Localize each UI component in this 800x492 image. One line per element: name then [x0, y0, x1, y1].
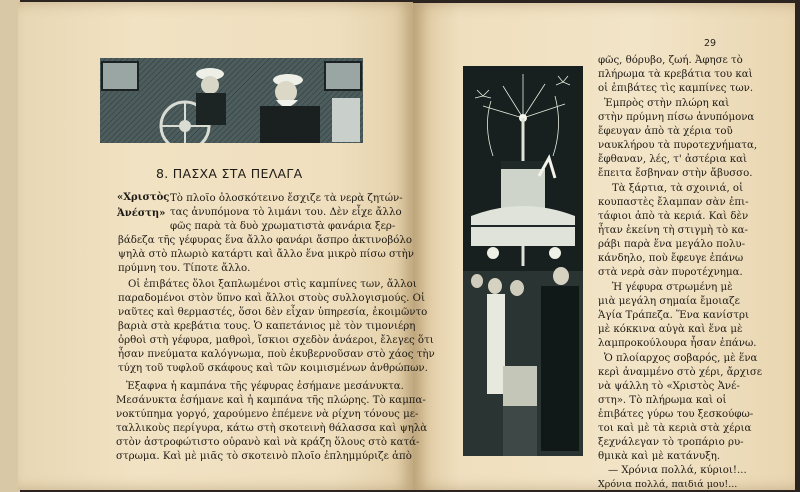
text-line: ἔφθαναν, λές, τ' ἀστέρια καὶ [598, 154, 748, 165]
text-line: ράβι παρὰ ἕνα μεγάλο πολυ- [598, 239, 746, 250]
text-line: νὰ ψάλλη τὸ «Χριστὸς Ἀνέ- [598, 381, 740, 392]
text-line: Οἱ ἐπιβάτες ὅλοι ξαπλωμένοι στὶς καμπίνες των, ἄλλοι [128, 279, 417, 290]
text-line: τοι καὶ μὲ τὰ κεριὰ στὰ χέρια [598, 423, 752, 434]
text-line: παραδομένοι στὸν ὕπνο καὶ ἄλλοι στοὺς συλλογισμούς. Οἱ [118, 293, 425, 304]
text-line: ἔφευγαν ἀπὸ τὰ χέρια τοῦ [598, 126, 733, 137]
text-line: Τὸ πλοῖο ὁλοσκότεινο ἔσχιζε τὰ νερὰ ζητών- [170, 193, 403, 204]
margin-note [117, 190, 169, 222]
text-line: Χρόνια πολλά, παιδιά μου!... [598, 479, 738, 490]
text-line: κερὶ ἀναμμένο στὸ χέρι, ἄρχισε [598, 367, 763, 378]
text-line: κουπαστὲς ἔλαμπαν σὰν ἐπι- [598, 197, 749, 208]
text-line: οἱ ἐπιβάτες τὶς καμπίνες των. [598, 83, 754, 94]
text-line: Ἐμπρὸς στὴν πλώρη καὶ [604, 98, 730, 109]
text-line: τάφιοι ἀπὸ τὰ κεριά. Καὶ δὲν [598, 211, 749, 222]
text-line: λαμπροκούλουρα ἦσαν ἐπάνω. [598, 338, 757, 349]
text-line: πρύμνη του. Τίποτε ἄλλο. [118, 263, 251, 274]
text-line: Τὰ ξάρτια, τὰ σχοινιά, οἱ [612, 183, 744, 194]
text-line: ἦσαν πνεύματα καλόγνωμα, ποὺ ἐκυβερνοῦσαν στὸ χάος τὴν [118, 349, 435, 360]
text-line: ξεχνάλεγαν τὸ τροπάριο ρυ- [598, 437, 744, 448]
text-line: — Χρόνια πολλά, κύριοι!... [608, 465, 747, 476]
text-line: ἦταν ἐκείνη τὴ στιγμὴ τὸ κα- [598, 225, 749, 236]
text-line: τας ἀνυπόμονα τὸ λιμάνι του. Δὲν εἶχε ἄλλο [170, 207, 402, 218]
text-line: Ἁγία Τράπεζα. Ἕνα κανίστρι [598, 310, 749, 321]
text-line: Ἡ γέφυρα στρωμένη μὲ [612, 282, 733, 293]
text-line: κάνδηλο, ποὺ ἔφευγε ἐπάνω [598, 253, 744, 264]
margin-note-line-2: Ἀνέστη» [117, 208, 166, 219]
text-line: μιὰ μεγάλη σημαία ἔμοιαζε [598, 296, 740, 307]
text-line: πλήρωμα τὰ κρεβάτια του καὶ [598, 69, 753, 80]
text-line: φῶς παρὰ τὰ δυὸ χρωματιστὰ φανάρια ξερ- [170, 221, 396, 232]
chapter-title: 8. ΠΑΣΧΑ ΣΤΑ ΠΕΛΑΓΑ [156, 166, 303, 181]
text-line: φῶς, θόρυβο, ζωή. Ἀφησε τὸ [598, 55, 743, 66]
text-line: ἐπιβάτες γύρω του ξεσκούφω- [598, 409, 754, 420]
text-line: στὰ νερὰ σὰν πυροτέχνημα. [598, 267, 743, 278]
text-line: στη». Τὸ πλήρωμα καὶ οἱ [598, 395, 727, 406]
text-line: μὲ κόκκινα αὐγὰ καὶ ἕνα μὲ [598, 324, 743, 335]
ship-fireworks-easter-illustration [463, 66, 583, 456]
book-cover-edge [0, 0, 20, 492]
captain-and-helmsman-illustration [100, 58, 363, 143]
text-line: Ὁ πλοίαρχος σοβαρός, μὲ ἕνα [604, 353, 758, 364]
text-line: νοκτύπημα γοργό, χαρούμενο ἐπέμενε νὰ ρίχνη τόνους με- [116, 409, 419, 420]
text-line: τύχη τοῦ τυφλοῦ σκάφους καὶ τῶν κοιμισμένων ἀνθρώπων. [118, 363, 428, 374]
text-line: βαριὰ στὰ κρεβάτια τους. Ὁ καπετάνιος μὲ τὸν τιμονιέρη [118, 321, 416, 332]
text-line: στὴν πρύμνη πίσω ἀνυπόμονα [598, 112, 755, 123]
page-number: 29 [704, 38, 717, 49]
margin-note-line-1: «Χριστὸς [117, 192, 170, 203]
text-line: θμικὰ καὶ μὲ κατάνυξη. [598, 451, 721, 462]
text-line: ναυκλήρου τὰ πυροτεχνήματα, [598, 140, 758, 151]
text-line: ἔπειτα ἔσβηναν στὴν ἄβυσσο. [598, 168, 753, 179]
text-line: στρωμα. Καὶ μὲ μιᾶς τὸ σκοτεινὸ πλοῖο ἐπλημμύριζε ἀπὸ [116, 451, 412, 462]
text-line: στὸν ἀστροφώτιστο οὐρανὸ καὶ νὰ κράζη ὅλους στὸ κατά- [116, 437, 420, 448]
text-line: ταλλικοὺς περίγυρα, κάτω στὴ σκοτεινὴ θάλασσα καὶ ψηλὰ [116, 423, 428, 434]
text-line: Μεσάνυκτα ἐσήμανε καὶ ἡ καμπάνα τῆς πλώρης. Τὸ καμπα- [116, 395, 426, 406]
text-line: ψηλὰ στὸ πλωριὸ κατάρτι καὶ ἄλλο ἕνα μικρὸ πίσω στὴν [118, 249, 414, 260]
text-line: ναῦτες καὶ θερμαστές, ὅσοι δὲν εἶχαν ὑπηρεσία, ἐκοιμῶντο [118, 307, 428, 318]
text-line: Ἐξαφνα ἡ καμπάνα τῆς γέφυρας ἐσήμανε μεσάνυκτα. [126, 381, 404, 392]
text-line: ὀρθοὶ στὴ γέφυρα, μαθροὶ, ἴσκιοι σχεδὸν ἀνάεροι, ἔλεγες ὅτι [118, 335, 434, 346]
text-line: βάδεζα τῆς γέφυρας ἕνα ἄλλο φανάρι ἄσπρο ἀκτινοβόλο [118, 235, 412, 246]
